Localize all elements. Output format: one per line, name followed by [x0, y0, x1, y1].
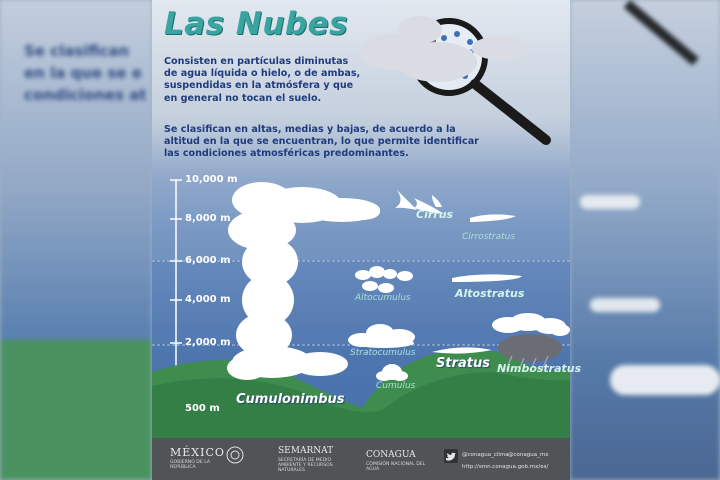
infographic-poster	[152, 0, 582, 480]
altitude-label: 6,000 m	[185, 255, 231, 266]
altitude-label: 4,000 m	[185, 294, 231, 305]
conagua-logo-text: CONAGUA	[366, 450, 416, 460]
ghost-text: condiciones at	[24, 86, 147, 104]
altitude-label: 8,000 m	[185, 213, 231, 224]
page-title: Las Nubes	[164, 6, 349, 42]
classification-paragraph: Se clasifican en altas, medias y bajas, de acuerdo a la altitud en la que se encuentran, lo que permite identificar las condiciones atmosféricas predominantes.	[164, 124, 479, 160]
nimbostratus-label: Nimbostratus	[497, 362, 582, 375]
altitude-label: 10,000 m	[185, 174, 238, 185]
twitter-handle-mx[interactable]: @conagua_mx	[508, 452, 549, 458]
cirrus-label: Cirrus	[416, 208, 454, 221]
cirrostratus-label: Cirrostratus	[462, 232, 516, 242]
twitter-handle-clima[interactable]: @conagua_clima	[462, 452, 509, 458]
conagua-logo-subtitle: COMISIÓN NACIONAL DEL AGUA	[366, 462, 426, 472]
mexico-logo-text: MÉXICO	[170, 446, 225, 459]
website-url[interactable]: http://smn.conagua.gob.mx/es/	[462, 464, 549, 470]
stratus-label: Stratus	[436, 356, 490, 371]
semarnat-logo-text: SEMARNAT	[278, 446, 334, 456]
blurred-background-right	[570, 0, 720, 480]
altostratus-label: Altostratus	[455, 287, 525, 300]
mexico-seal-icon	[226, 446, 244, 464]
intro-paragraph: Consisten en partículas diminutas de agua líquida o hielo, o de ambas, suspendidas en la atmósfera y que en general no tocan el suelo.	[164, 56, 361, 104]
altocumulus-label: Altocumulus	[355, 293, 411, 303]
semarnat-logo-subtitle: SECRETARÍA DE MEDIO AMBIENTE Y RECURSOS NATURALES	[278, 458, 333, 473]
stratocumulus-label: Stratocumulus	[350, 348, 416, 358]
cumulus-label: Cumulus	[376, 381, 416, 391]
ghost-text: en la que se e	[24, 64, 142, 82]
ghost-text: Se clasifican	[24, 42, 130, 60]
altitude-label: 2,000 m	[185, 337, 231, 348]
mexico-logo-subtitle: GOBIERNO DE LA REPÚBLICA	[170, 460, 210, 470]
blurred-background-left	[0, 0, 152, 480]
twitter-icon	[444, 449, 458, 463]
cumulonimbus-label: Cumulonimbus	[236, 392, 345, 407]
altitude-label: 500 m	[185, 403, 220, 414]
footer-bar	[152, 438, 570, 480]
